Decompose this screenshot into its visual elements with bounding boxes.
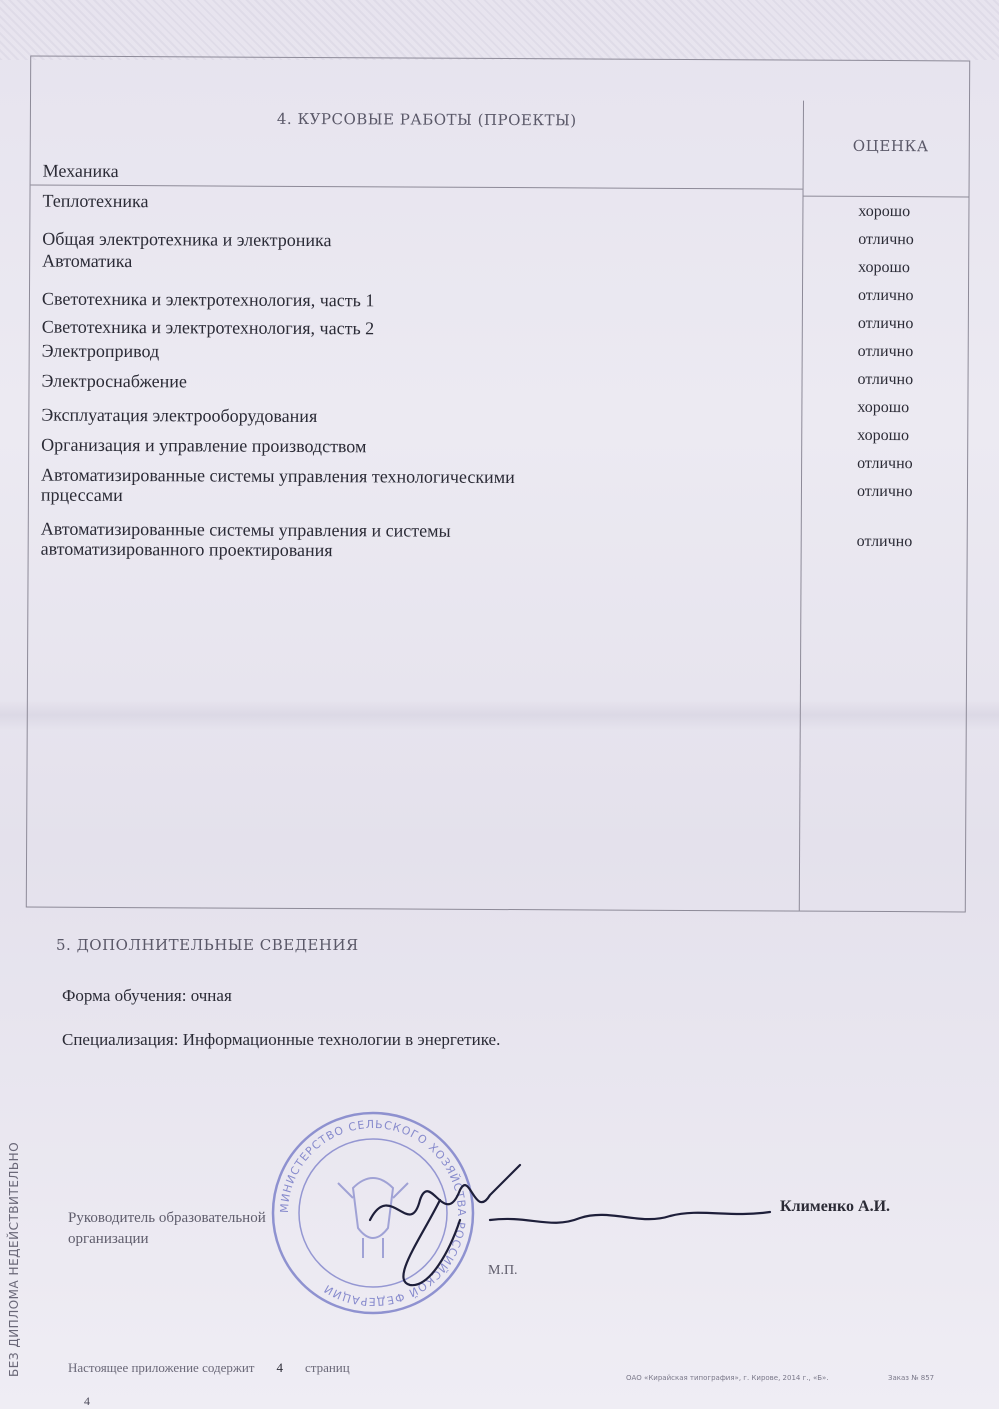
header-divider-right	[803, 196, 969, 198]
course-power-supply: Электроснабжение	[41, 370, 188, 392]
study-form: Форма обучения: очная	[62, 986, 232, 1005]
grade-column-header: ОЦЕНКА	[852, 136, 929, 156]
course-lighting-part2: Светотехника и электротехнология, часть 2	[41, 316, 375, 339]
course-electrical-engineering: Общая электротехника и электроника	[42, 228, 332, 251]
page-count-line	[68, 1360, 350, 1376]
page-count-suffix: страниц	[304, 1360, 350, 1375]
section-5-title: 5. ДОПОЛНИТЕЛЬНЫЕ СВЕДЕНИЯ	[56, 936, 359, 954]
course-lighting-part1: Светотехника и электротехнология, часть 1	[41, 288, 375, 311]
course-automation: Автоматика	[42, 250, 133, 272]
grade-electric-drive: отлично	[857, 342, 914, 361]
seal-place-label: М.П.	[488, 1263, 518, 1278]
security-pattern-strip	[0, 0, 999, 60]
page-count-prefix: Настоящее приложение содержит	[68, 1360, 255, 1375]
coursework-table	[26, 56, 970, 913]
stamp-text: МИНИСТЕРСТВО СЕЛЬСКОГО ХОЗЯЙСТВА РОССИЙСКОЙ ФЕДЕРАЦИИ	[277, 1117, 469, 1309]
course-heat-engineering: Теплотехника	[42, 190, 149, 212]
grade-lighting-part1: отлично	[857, 286, 914, 305]
director-name: Клименко А.И.	[780, 1198, 891, 1215]
section-4-title: 4. КУРСОВЫЕ РАБОТЫ (ПРОЕКТЫ)	[276, 109, 577, 130]
side-note: БЕЗ ДИПЛОМА НЕДЕЙСТВИТЕЛЬНО	[7, 1141, 21, 1377]
grade-production-management: хорошо	[857, 426, 910, 445]
specialization: Специализация: Информационные технологии в энергетике.	[62, 1030, 501, 1049]
grade-power-supply: отлично	[857, 370, 914, 389]
grade-equipment-operation: хорошо	[857, 398, 910, 417]
grade-extra: отлично	[856, 482, 913, 501]
grade-heat-engineering: хорошо	[858, 202, 911, 221]
director-label-line2: организации	[68, 1231, 149, 1247]
handwritten-signature	[350, 1160, 790, 1300]
order-number: Заказ № 857	[888, 1374, 935, 1382]
grade-automation: хорошо	[858, 258, 910, 277]
course-mechanics: Механика	[42, 160, 119, 182]
course-cad-systems: Автоматизированные системы управления и системы автоматизированного проектирования	[40, 518, 451, 561]
director-label-line1: Руководитель образовательной	[68, 1210, 266, 1226]
course-production-management: Организация и управление производством	[41, 434, 367, 457]
column-divider	[799, 101, 804, 911]
printer-imprint: ОАО «Кирайская типография», г. Кирове, 2014 г., «Б».	[626, 1374, 829, 1382]
page-count-value: 4	[276, 1360, 283, 1375]
header-divider	[31, 185, 803, 190]
director-label	[68, 1208, 266, 1250]
grade-lighting-part2: отлично	[857, 314, 914, 333]
grade-cad-systems: отлично	[856, 532, 913, 551]
grade-electrical-engineering: отлично	[858, 230, 914, 249]
page-number: 4	[84, 1394, 90, 1408]
course-process-control-systems: Автоматизированные системы управления технологическими прцессами	[40, 464, 515, 506]
course-electric-drive: Электропривод	[41, 340, 160, 362]
grade-process-control-systems: отлично	[857, 454, 913, 473]
course-equipment-operation: Эксплуатация электрооборудования	[41, 404, 318, 427]
